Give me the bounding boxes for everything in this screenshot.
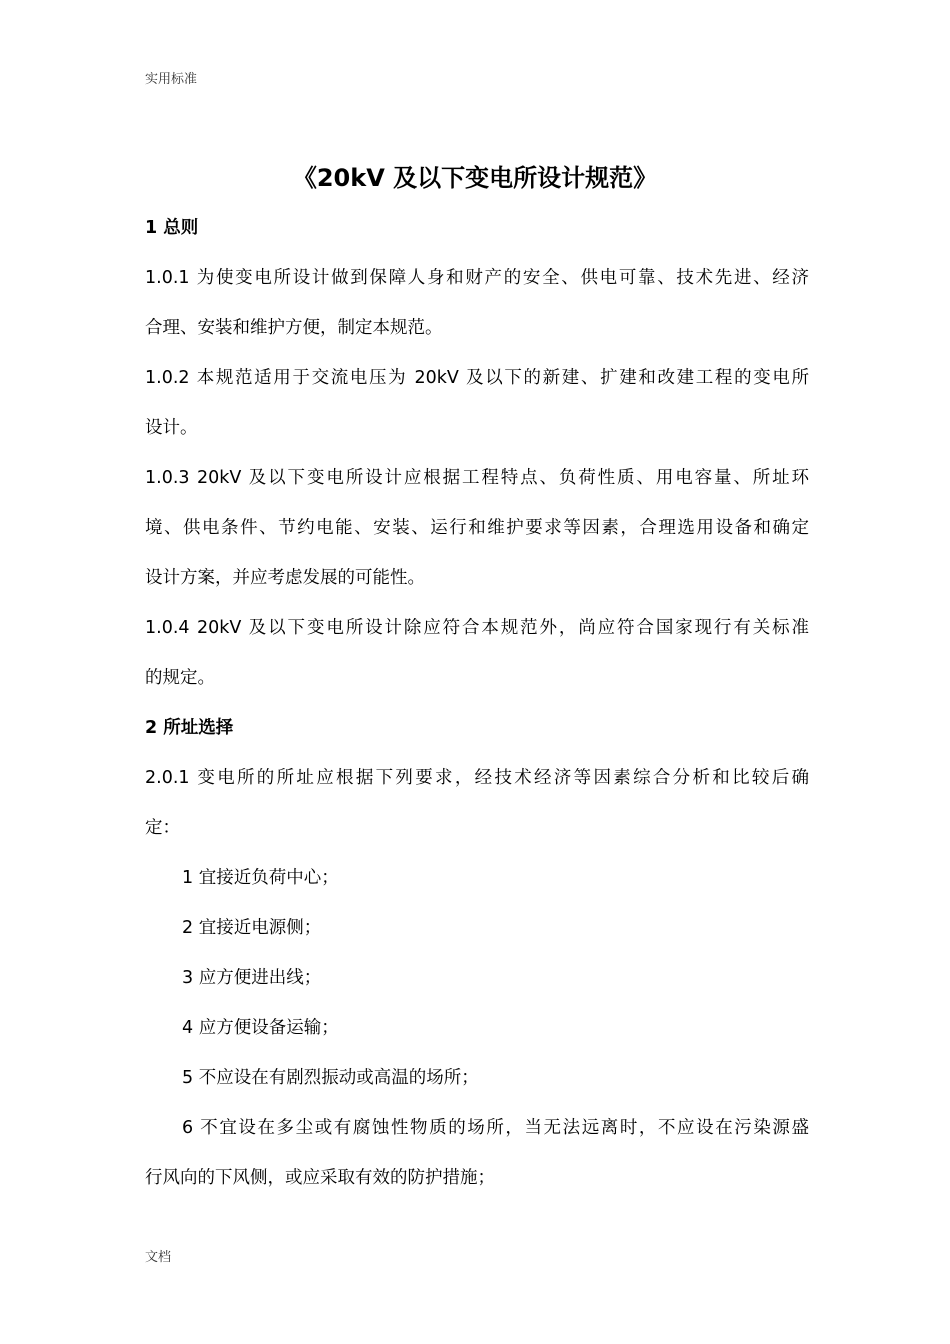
list-item: 2 宜接近电源侧；	[182, 918, 322, 938]
paragraph-line: 设计。	[145, 418, 198, 438]
paragraph-line: 合理、安装和维护方便，制定本规范。	[145, 318, 443, 338]
document-body	[145, 203, 809, 1203]
list-item: 5 不应设在有剧烈振动或高温的场所；	[182, 1068, 479, 1088]
list-item: 3 应方便进出线；	[182, 968, 322, 988]
paragraph-line: 定：	[145, 818, 180, 838]
paragraph-line: 1.0.4 20kV 及以下变电所设计除应符合本规范外，尚应符合国家现行有关标准	[145, 618, 809, 638]
section-heading: 1 总则	[145, 218, 199, 238]
page-header: 实用标准	[145, 72, 198, 87]
list-item: 4 应方便设备运输；	[182, 1018, 339, 1038]
list-item: 1 宜接近负荷中心；	[182, 868, 339, 888]
paragraph-line: 2.0.1 变电所的所址应根据下列要求，经技术经济等因素综合分析和比较后确	[145, 768, 809, 788]
paragraph-line: 1.0.2 本规范适用于交流电压为 20kV 及以下的新建、扩建和改建工程的变电所	[145, 368, 809, 388]
paragraph-line: 设计方案，并应考虑发展的可能性。	[145, 568, 425, 588]
paragraph-line: 的规定。	[145, 668, 215, 688]
list-item: 6 不宜设在多尘或有腐蚀性物质的场所，当无法远离时，不应设在污染源盛	[182, 1118, 809, 1138]
document-title: 《20kV 及以下变电所设计规范》	[292, 164, 658, 192]
paragraph-line: 1.0.3 20kV 及以下变电所设计应根据工程特点、负荷性质、用电容量、所址环	[145, 468, 809, 488]
paragraph-line: 行风向的下风侧，或应采取有效的防护措施；	[145, 1168, 495, 1188]
section-heading: 2 所址选择	[145, 718, 234, 738]
page-footer: 文档	[145, 1250, 172, 1265]
paragraph-line: 境、供电条件、节约电能、安装、运行和维护要求等因素，合理选用设备和确定	[145, 518, 809, 538]
paragraph-line: 1.0.1 为使变电所设计做到保障人身和财产的安全、供电可靠、技术先进、经济	[145, 268, 809, 288]
